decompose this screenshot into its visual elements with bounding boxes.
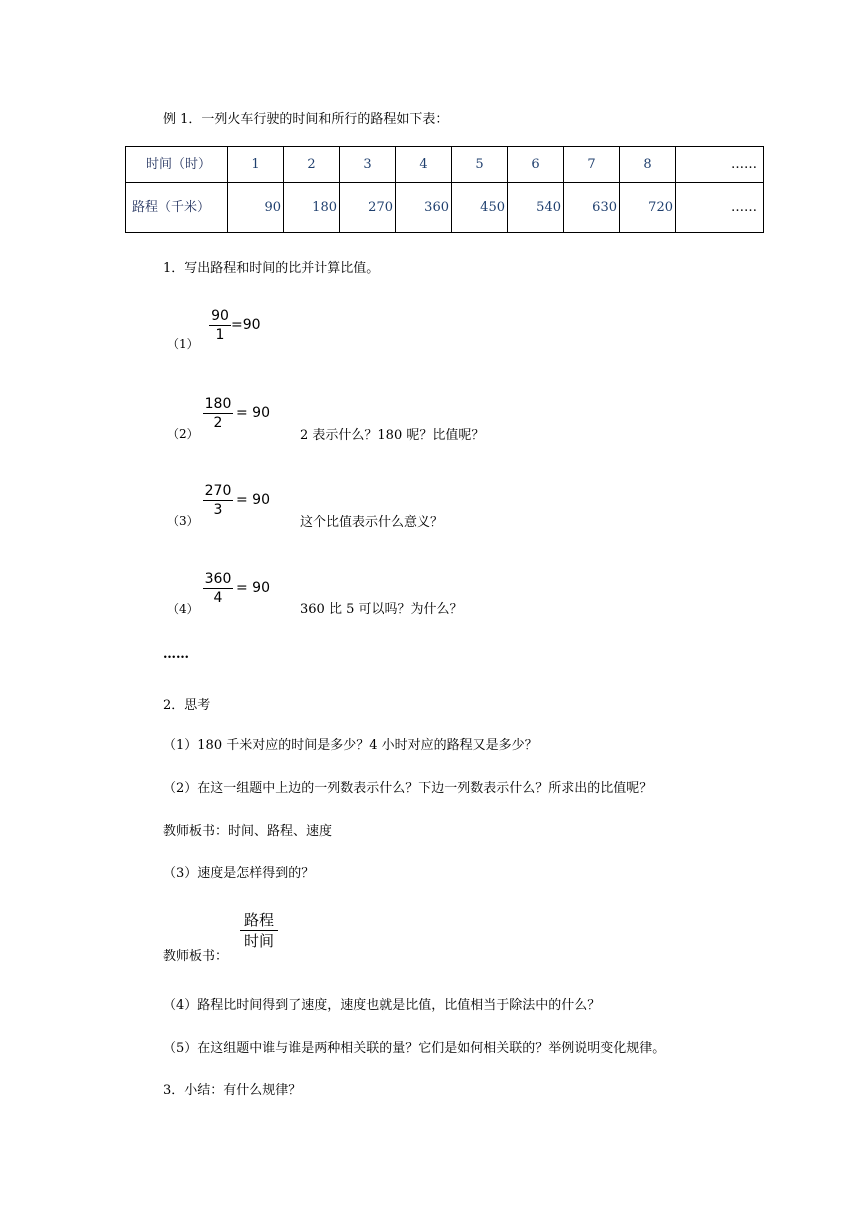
- distance-header: 路程（千米）: [126, 183, 228, 233]
- q2-line-4: （4）路程比时间得到了速度，速度也就是比值，比值相当于除法中的什么？: [163, 998, 601, 1013]
- q1-item-label: （3）: [167, 514, 199, 528]
- fraction-denominator: 1: [215, 327, 225, 343]
- distance-cell: 180: [284, 183, 340, 233]
- example-title: 例 1．一列火车行驶的时间和所行的路程如下表：: [163, 112, 449, 127]
- distance-cell: 450: [452, 183, 508, 233]
- time-cell: 2: [284, 147, 340, 183]
- fraction-result: =90: [231, 317, 261, 333]
- distance-cell: 360: [396, 183, 452, 233]
- q1-item-question: 2 表示什么？180 呢？比值呢？: [300, 428, 485, 443]
- q2-line-5: （5）在这组题中谁与谁是两种相关联的量？它们是如何相关联的？举例说明变化规律。: [163, 1041, 666, 1056]
- fraction-numerator: 180: [204, 396, 232, 412]
- fraction-result: = 90: [236, 580, 270, 596]
- time-cell: 7: [564, 147, 620, 183]
- fraction-bar: [203, 500, 233, 501]
- fraction-numerator: 路程: [243, 911, 274, 929]
- time-distance-table: [125, 146, 764, 233]
- time-cell: 1: [228, 147, 284, 183]
- fraction-denominator: 3: [213, 502, 223, 518]
- fraction-bar: [203, 413, 233, 414]
- q1-heading: 1．写出路程和时间的比并计算比值。: [163, 261, 380, 276]
- fraction-numerator: 90: [211, 308, 229, 324]
- q2-line-3: （3）速度是怎样得到的？: [163, 866, 315, 881]
- q1-item-label: （2）: [167, 427, 199, 441]
- fraction-numerator: 270: [204, 483, 232, 499]
- q2-heading: 2．思考: [163, 698, 211, 713]
- table-row: [126, 147, 764, 183]
- q2-board-1: 教师板书：时间、路程、速度: [163, 824, 333, 839]
- fraction-result: = 90: [236, 492, 270, 508]
- q2-board-2-label: 教师板书：: [163, 949, 229, 964]
- fraction-numerator: 360: [204, 571, 232, 587]
- time-cell: 6: [508, 147, 564, 183]
- distance-cell: 90: [228, 183, 284, 233]
- fraction: [203, 396, 233, 431]
- q1-item-label: （1）: [167, 337, 199, 351]
- fraction: [203, 483, 233, 518]
- time-cell: 5: [452, 147, 508, 183]
- fraction: [203, 571, 233, 606]
- table-row: [126, 183, 764, 233]
- q1-item-label: （4）: [167, 602, 199, 616]
- fraction-result: = 90: [236, 405, 270, 421]
- time-header: 时间（时）: [126, 147, 228, 183]
- time-ellipsis: ……: [676, 147, 764, 183]
- time-cell: 4: [396, 147, 452, 183]
- q2-line-1: （1）180 千米对应的时间是多少？4 小时对应的路程又是多少？: [163, 738, 538, 753]
- speed-fraction: [240, 911, 278, 950]
- distance-ellipsis: ……: [676, 183, 764, 233]
- fraction-denominator: 2: [213, 415, 223, 431]
- fraction-bar: [240, 930, 278, 931]
- q1-item-question: 360 比 5 可以吗？为什么？: [300, 602, 463, 617]
- q1-item-question: 这个比值表示什么意义？: [300, 515, 444, 530]
- q2-line-2: （2）在这一组题中上边的一列数表示什么？下边一列数表示什么？所求出的比值呢？: [163, 781, 653, 796]
- fraction-bar: [203, 588, 233, 589]
- q1-ellipsis: ……: [163, 647, 189, 662]
- distance-cell: 270: [340, 183, 396, 233]
- distance-cell: 540: [508, 183, 564, 233]
- distance-cell: 630: [564, 183, 620, 233]
- q3-heading: 3．小结：有什么规律？: [163, 1083, 302, 1098]
- fraction-denominator: 时间: [243, 932, 274, 950]
- fraction-denominator: 4: [213, 590, 223, 606]
- time-cell: 3: [340, 147, 396, 183]
- time-cell: 8: [620, 147, 676, 183]
- distance-cell: 720: [620, 183, 676, 233]
- fraction: [209, 308, 231, 343]
- fraction-bar: [209, 325, 231, 326]
